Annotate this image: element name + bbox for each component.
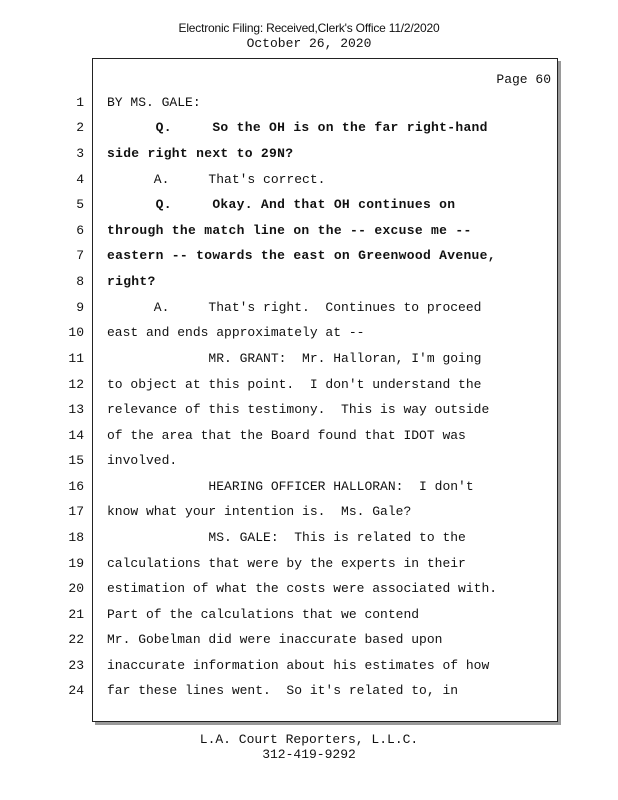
line-number: 24	[68, 683, 84, 698]
transcript-line	[0, 118, 560, 138]
transcript-line	[0, 554, 560, 574]
line-text: Q. Okay. And that OH continues on	[107, 197, 456, 212]
line-text: east and ends approximately at --	[107, 325, 365, 340]
line-text: inaccurate information about his estimates of how	[107, 658, 490, 673]
line-number: 11	[68, 351, 84, 366]
transcript-line	[0, 144, 560, 164]
line-text: right?	[107, 274, 156, 289]
line-text: involved.	[107, 453, 178, 468]
line-number: 17	[68, 504, 84, 519]
line-number: 18	[68, 530, 84, 545]
line-text: Mr. Gobelman did were inaccurate based upon	[107, 632, 443, 647]
line-number: 8	[76, 274, 84, 289]
line-number: 16	[68, 479, 84, 494]
line-text: eastern -- towards the east on Greenwood Avenue,	[107, 248, 496, 263]
line-number: 2	[76, 120, 84, 135]
line-number: 19	[68, 556, 84, 571]
transcript-line	[0, 272, 560, 292]
line-number: 21	[68, 607, 84, 622]
line-text: A. That's right. Continues to proceed	[107, 300, 482, 315]
line-number: 6	[76, 223, 84, 238]
transcript-line	[0, 477, 560, 497]
line-number: 4	[76, 172, 84, 187]
line-text: calculations that were by the experts in their	[107, 556, 466, 571]
transcript-line	[0, 656, 560, 676]
line-number: 1	[76, 95, 84, 110]
filing-stamp: Electronic Filing: Received,Clerk's Office 11/2/2020	[178, 21, 440, 35]
transcript-line	[0, 400, 560, 420]
line-number: 5	[76, 197, 84, 212]
transcript-line	[0, 681, 560, 701]
line-text: Part of the calculations that we contend	[107, 607, 420, 622]
transcript-date: October 26, 2020	[246, 36, 372, 51]
transcript-line	[0, 298, 560, 318]
line-text: estimation of what the costs were associated with.	[107, 581, 498, 596]
transcript-line	[0, 349, 560, 369]
line-text: through the match line on the -- excuse me --	[107, 223, 472, 238]
line-number: 23	[68, 658, 84, 673]
transcript-line	[0, 375, 560, 395]
reporter-company: L.A. Court Reporters, L.L.C.	[199, 732, 419, 747]
transcript-line	[0, 502, 560, 522]
transcript-line	[0, 451, 560, 471]
line-text: know what your intention is. Ms. Gale?	[107, 504, 412, 519]
line-text: MS. GALE: This is related to the	[107, 530, 466, 545]
line-text: A. That's correct.	[107, 172, 326, 187]
reporter-phone: 312-419-9292	[262, 747, 356, 762]
transcript-line	[0, 630, 560, 650]
transcript-line	[0, 323, 560, 343]
transcript-line	[0, 221, 560, 241]
transcript-line	[0, 170, 560, 190]
line-number: 13	[68, 402, 84, 417]
line-number: 14	[68, 428, 84, 443]
line-text: to object at this point. I don't understand the	[107, 377, 482, 392]
transcript-line	[0, 426, 560, 446]
line-number: 15	[68, 453, 84, 468]
transcript-line	[0, 93, 560, 113]
line-text: far these lines went. So it's related to, in	[107, 683, 459, 698]
line-number: 3	[76, 146, 84, 161]
line-text: of the area that the Board found that IDOT was	[107, 428, 466, 443]
transcript-line	[0, 528, 560, 548]
line-number: 9	[76, 300, 84, 315]
line-text: Q. So the OH is on the far right-hand	[107, 120, 488, 135]
line-text: BY MS. GALE:	[107, 95, 201, 110]
line-number: 20	[68, 581, 84, 596]
transcript-line	[0, 605, 560, 625]
line-text: HEARING OFFICER HALLORAN: I don't	[107, 479, 474, 494]
line-number: 12	[68, 377, 84, 392]
line-text: MR. GRANT: Mr. Halloran, I'm going	[107, 351, 482, 366]
transcript-line	[0, 579, 560, 599]
line-number: 10	[68, 325, 84, 340]
line-number: 7	[76, 248, 84, 263]
line-text: relevance of this testimony. This is way outside	[107, 402, 490, 417]
page-number: Page 60	[496, 72, 551, 87]
transcript-line	[0, 195, 560, 215]
transcript-line	[0, 246, 560, 266]
line-number: 22	[68, 632, 84, 647]
line-text: side right next to 29N?	[107, 146, 294, 161]
